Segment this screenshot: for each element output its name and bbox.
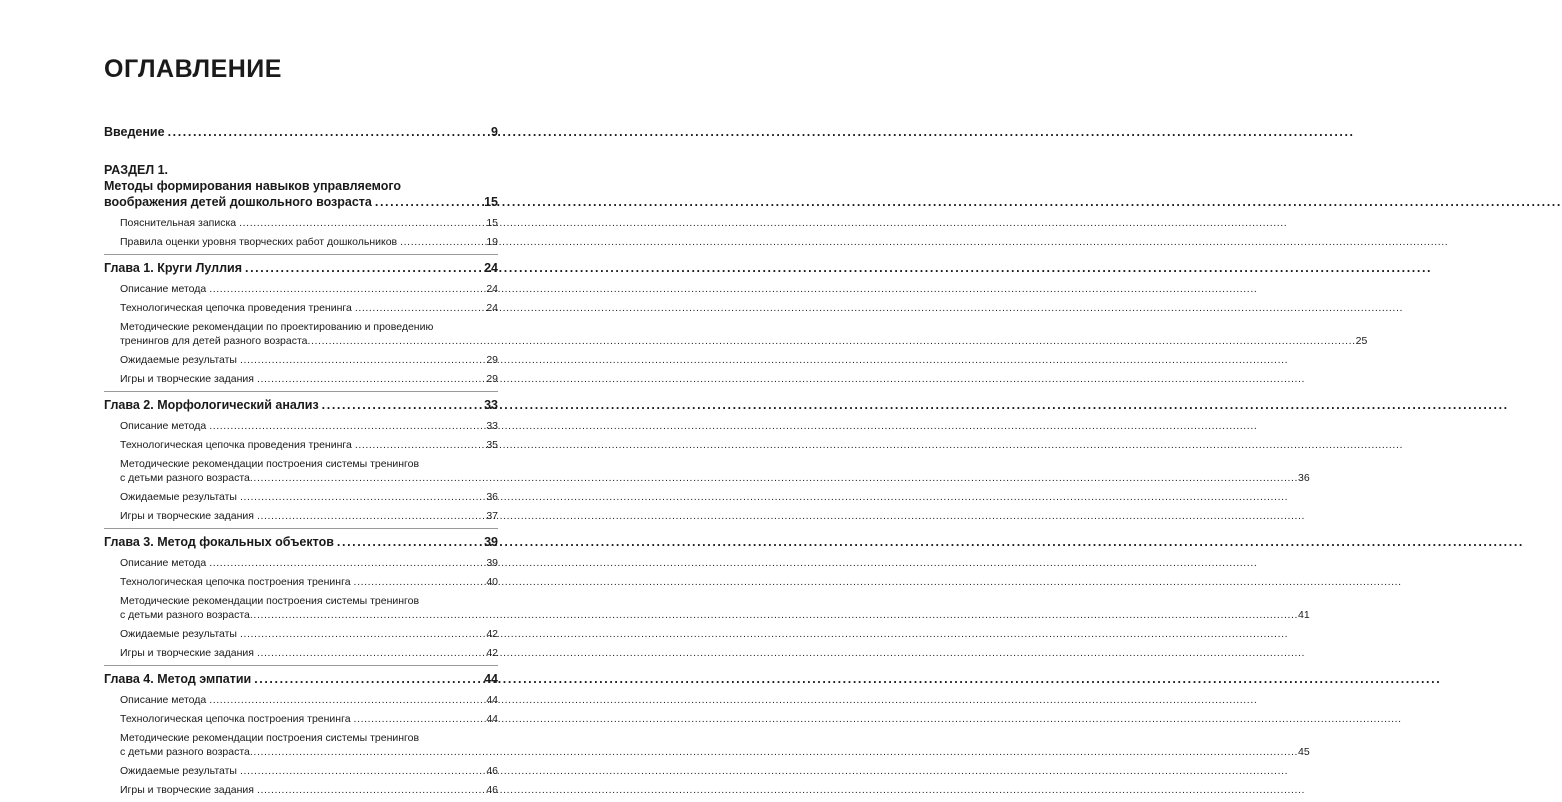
toc-page-number: 29 [486,373,498,385]
toc-entry-label: Описание метода [120,283,207,295]
toc-entry-line2 [120,334,1368,348]
toc-page-number: 44 [486,713,498,725]
toc-page-number: 42 [486,647,498,659]
toc-entry-label: Правила оценки уровня творческих работ дошкольников [120,236,398,248]
toc-page-number: 19 [486,236,498,248]
toc-entry-label: Технологическая цепочка построения тренинга [120,713,351,725]
dot-leader [257,646,484,660]
toc-entry-label: Игры и творческие задания [120,647,254,659]
toc-subentry[interactable] [104,556,498,570]
toc-subentry[interactable] [104,282,498,296]
toc-entry-label: Технологическая цепочка построения тренинга [120,576,351,588]
dot-leader [240,353,484,367]
toc-subentry[interactable] [104,320,1368,348]
toc-subentry[interactable] [104,693,498,707]
toc-entry-label: Ожидаемые результаты [120,628,237,640]
dot-leader [250,608,1298,622]
toc-subentry[interactable] [104,783,498,797]
toc-page-number: 39 [486,557,498,569]
toc-subentry[interactable] [104,712,498,726]
dot-leader [254,671,482,687]
toc-subentry[interactable] [104,575,498,589]
toc-subentry[interactable] [104,764,498,778]
toc-entry-label: Ожидаемые результаты [120,354,237,366]
toc-entry-label-line1: Методические рекомендации построения системы тренингов [120,595,420,607]
dot-leader [239,216,484,230]
toc-entry-chapter[interactable] [104,534,498,550]
dot-leader [209,693,484,707]
toc-page-number: 15 [484,195,498,209]
toc-entry-label-line2: с детьми разного возраста [120,609,250,621]
toc-page-number: 42 [486,628,498,640]
dot-leader [240,764,484,778]
toc-page-number: 24 [486,283,498,295]
dot-leader [257,372,484,386]
chapter-title: Глава 1. Круги Луллия [104,261,243,275]
section-title-line1: Методы формирования навыков управляемого [104,179,402,193]
chapter-list [104,254,1368,797]
dot-leader [355,438,484,452]
toc-entry-section-1[interactable] [104,194,498,210]
toc-page-number: 45 [1298,746,1310,758]
dot-leader [322,397,482,413]
toc-entry-label: Технологическая цепочка проведения тренинга [120,302,352,314]
chapter-title: Глава 2. Морфологический анализ [104,398,319,412]
toc-page-number: 24 [484,261,498,275]
toc-entry-label: Игры и творческие задания [120,510,254,522]
chapter-divider [104,665,498,666]
toc-page-number: 40 [486,576,498,588]
dot-leader [240,490,484,504]
dot-leader [400,235,484,249]
toc-subentry[interactable] [104,419,498,433]
dot-leader [337,534,482,550]
chapter-divider [104,254,498,255]
toc-entry-label: Пояснительная записка [120,217,237,229]
toc-entry-label: Ожидаемые результаты [120,765,237,777]
dot-leader [375,194,482,210]
toc-entry-chapter[interactable] [104,397,498,413]
toc-subentry[interactable] [104,438,498,452]
toc-entry-chapter[interactable] [104,671,498,687]
dot-leader [168,124,489,140]
dot-leader [245,260,482,276]
section-items [104,216,498,249]
toc-entry-label-line2: с детьми разного возраста [120,472,250,484]
chapter-title: Глава 4. Метод эмпатии [104,672,252,686]
toc-subentry[interactable] [104,216,498,230]
toc-entry-label: Технологическая цепочка проведения тренинга [120,439,352,451]
toc-page-number: 15 [486,217,498,229]
dot-leader [250,471,1298,485]
toc-subentry[interactable] [104,457,1310,485]
toc-entry-intro[interactable] [104,124,498,140]
toc-page-number: 29 [486,354,498,366]
chapter-title: Глава 3. Метод фокальных объектов [104,535,334,549]
dot-leader [308,334,1356,348]
toc-entry-chapter[interactable] [104,260,498,276]
toc-page-number: 33 [484,398,498,412]
dot-leader [257,783,484,797]
toc-entry-label-line2: с детьми разного возраста [120,746,250,758]
toc-subentry[interactable] [104,490,498,504]
toc-entry-line2 [120,471,1310,485]
toc-entry-label: Игры и творческие задания [120,784,254,796]
toc-subentry[interactable] [104,646,498,660]
toc-page-number: 46 [486,784,498,796]
toc-entry-label: Введение [104,125,165,139]
dot-leader [209,419,484,433]
toc-page-number: 35 [486,439,498,451]
toc-subentry[interactable] [104,301,498,315]
dot-leader [354,575,485,589]
toc-entry-label: Описание метода [120,420,207,432]
page-title: ОГЛАВЛЕНИЕ [104,55,282,83]
toc-entry-label: Ожидаемые результаты [120,491,237,503]
toc-entry-label: Игры и творческие задания [120,373,254,385]
toc-page-number: 37 [486,510,498,522]
chapter-divider [104,391,498,392]
dot-leader [209,282,484,296]
toc-subentry[interactable] [104,372,498,386]
dot-leader [257,509,484,523]
toc-page-number: 46 [486,765,498,777]
toc-page-number: 39 [484,535,498,549]
dot-leader [209,556,484,570]
dot-leader [355,301,484,315]
toc-page-number: 44 [486,694,498,706]
dot-leader [250,745,1298,759]
toc-page-number: 36 [1298,472,1310,484]
toc-subentry[interactable] [104,353,498,367]
toc-page-number: 41 [1298,609,1310,621]
toc-entry-label-line1: Методические рекомендации построения системы тренингов [120,458,420,470]
toc-subentry[interactable] [104,235,498,249]
toc-page-number: 9 [491,125,498,139]
chapter-divider [104,528,498,529]
toc-page-number: 24 [486,302,498,314]
toc-entry-label-line1: Методические рекомендации построения системы тренингов [120,732,420,744]
toc-entry-label: Описание метода [120,694,207,706]
toc-entry-label: Описание метода [120,557,207,569]
section-heading: РАЗДЕЛ 1. [104,163,169,177]
toc-page-number: 25 [1355,335,1368,347]
toc-subentry[interactable] [104,731,1310,759]
toc-page [104,54,1368,802]
toc-page-number: 36 [486,491,498,503]
toc-entry-line2 [120,745,1310,759]
toc-subentry[interactable] [104,627,498,641]
dot-leader [240,627,484,641]
toc-page-number: 44 [484,672,498,686]
toc-entry-label-line2: тренингов для детей разного возраста [120,335,308,347]
toc-entry-label-line1: Методические рекомендации по проектированию и проведению [120,321,434,333]
toc-page-number: 33 [486,420,498,432]
section-title-line2: воображения детей дошкольного возраста [104,195,372,209]
dot-leader [354,712,485,726]
toc-entry-line2 [120,608,1310,622]
toc-subentry[interactable] [104,509,498,523]
toc-subentry[interactable] [104,594,1310,622]
